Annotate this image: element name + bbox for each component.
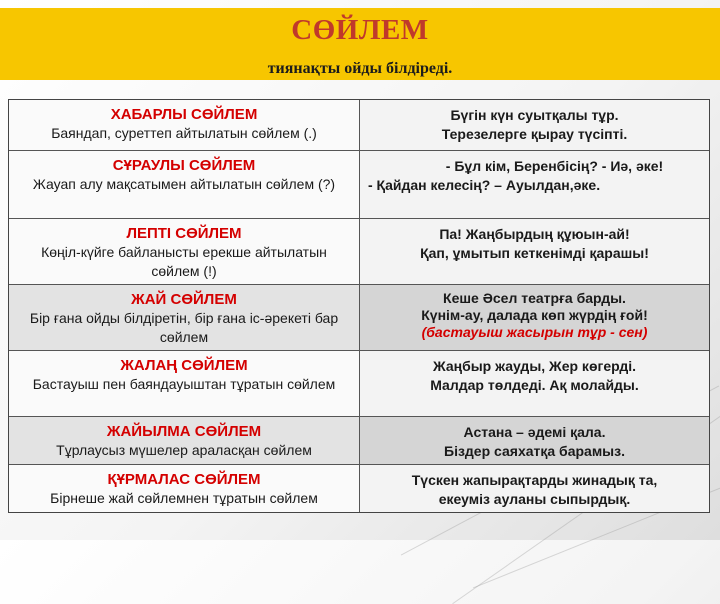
table-row-declarative <box>9 100 709 150</box>
table-row-interrogative <box>9 150 709 218</box>
table-row-compound <box>9 464 709 512</box>
type-cell <box>9 285 360 350</box>
page-title: СӨЙЛЕМ <box>291 14 429 46</box>
page-subtitle: тиянақты ойды білдіреді. <box>267 60 453 77</box>
type-description: Тұрлаусыз мүшелер араласқан сөйлем <box>56 442 312 458</box>
type-cell <box>9 219 360 284</box>
type-description: Баяндап, суреттеп айтылатын сөйлем (.) <box>51 125 317 141</box>
title-banner <box>0 8 720 80</box>
table-row-extended <box>9 416 709 464</box>
type-name: СҰРАУЛЫ СӨЙЛЕМ <box>112 157 256 174</box>
example-line: Түскен жапырақтарды жинадық та, <box>411 472 658 488</box>
type-cell <box>9 417 360 464</box>
type-name: ЖАЙ СӨЙЛЕМ <box>131 291 237 308</box>
sentence-types-table <box>8 99 710 513</box>
example-cell <box>360 151 709 218</box>
example-line: Астана – әдемі қала. <box>463 424 606 440</box>
example-line: Па! Жаңбырдың құюын-ай! <box>439 226 630 242</box>
example-cell <box>360 285 709 350</box>
type-cell <box>9 100 360 150</box>
example-cell <box>360 417 709 464</box>
example-line: Күнім-ау, далада көп жүрдің ғой! <box>421 307 648 323</box>
table-row-simple <box>9 284 709 350</box>
example-line: Малдар төлдеді. Ақ молайды. <box>430 377 639 393</box>
example-line: екеуміз ауланы сыпырдық. <box>438 491 631 507</box>
example-cell <box>360 465 709 512</box>
example-line: Қап, ұмытып кеткенімді қарашы! <box>420 245 649 261</box>
table-row-exclamatory <box>9 218 709 284</box>
example-line: Терезелерге қырау түсіпті. <box>441 126 628 142</box>
example-cell <box>360 351 709 416</box>
example-cell <box>360 219 709 284</box>
example-cell <box>360 100 709 150</box>
type-description: Көңіл-күйге байланысты ерекше айтылатын сөйлем (!) <box>41 244 327 279</box>
example-line: Біздер саяхатқа барамыз. <box>444 443 625 459</box>
type-description: Бастауыш пен баяндауыштан тұратын сөйлем <box>32 376 336 392</box>
type-name: ЖАЙЫЛМА СӨЙЛЕМ <box>106 423 262 440</box>
type-cell <box>9 465 360 512</box>
type-description: Бірнеше жай сөйлемнен тұратын сөйлем <box>50 490 318 506</box>
type-description: Бір ғана ойды білдіретін, бір ғана іс-әрекеті бар сөйлем <box>29 310 339 345</box>
example-line: - Бұл кім, Беренбісің? - Иә, әке! <box>445 158 664 174</box>
type-name: ЛЕПТІ СӨЙЛЕМ <box>126 225 242 242</box>
type-cell <box>9 151 360 218</box>
type-name: ЖАЛАҢ СӨЙЛЕМ <box>120 357 248 374</box>
example-line: Жаңбыр жауды, Жер көгерді. <box>433 358 636 374</box>
type-cell <box>9 351 360 416</box>
type-name: ҚҰРМАЛАС СӨЙЛЕМ <box>107 471 261 488</box>
example-line: - Қайдан келесің? – Ауылдан,әке. <box>368 177 601 193</box>
example-note: (бастауыш жасырын тұр - сен) <box>421 324 648 340</box>
type-description: Жауап алу мақсатымен айтылатын сөйлем (?) <box>32 176 336 192</box>
example-line: Кеше Әсел театрға барды. <box>443 290 626 306</box>
example-line: Бүгін күн суытқалы тұр. <box>450 107 619 123</box>
type-name: ХАБАРЛЫ СӨЙЛЕМ <box>110 106 258 123</box>
table-row-bare <box>9 350 709 416</box>
